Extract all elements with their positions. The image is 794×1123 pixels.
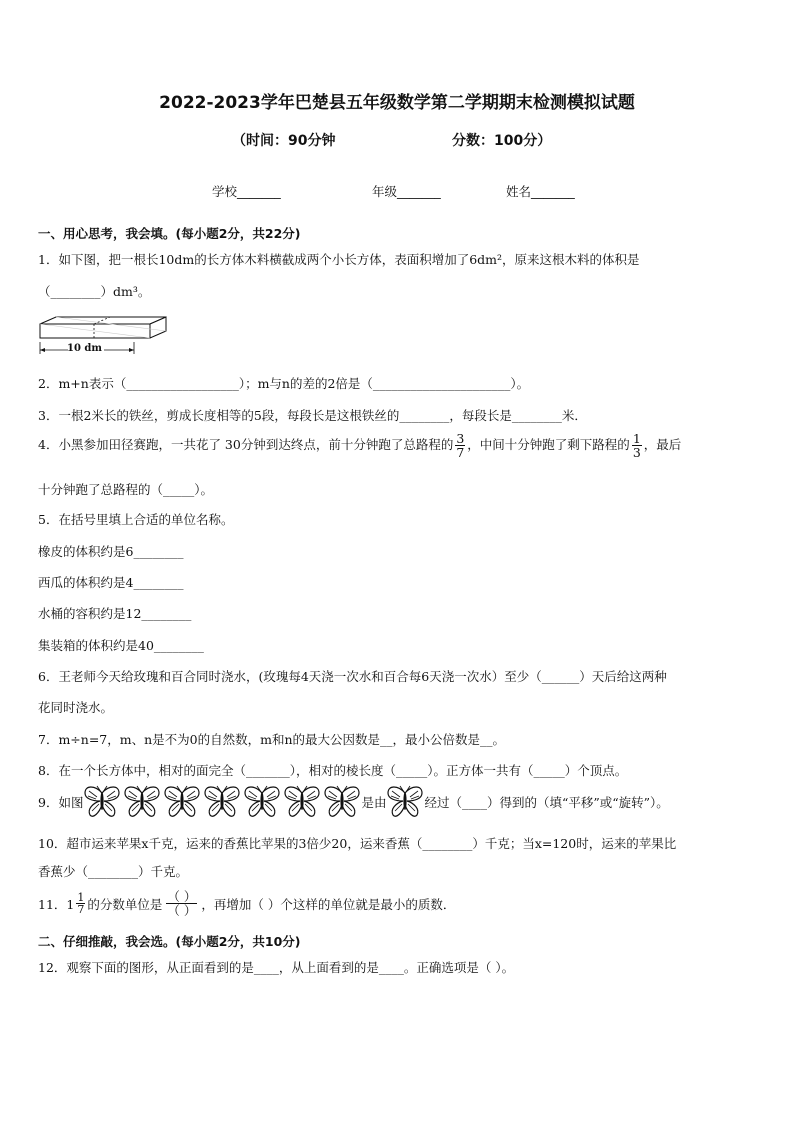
question-10-line-2: 香蕉少（________）千克。 (38, 864, 189, 879)
question-12: 12．观察下面的图形，从正面看到的是____，从上面看到的是____。正确选项是（ ）。 (38, 960, 515, 975)
butterfly-icon (243, 785, 281, 819)
name-field: 姓名_______ (506, 184, 575, 199)
fraction-1-3: $\frac{1}{3}$ (632, 431, 641, 461)
question-5-item: 集装箱的体积约是40________ (38, 638, 204, 653)
butterfly-icon (163, 785, 201, 819)
fraction-3-7: $\frac{3}{7}$ (456, 431, 465, 461)
question-2: 2．m+n表示（__________________）；m与n的差的2倍是（______________________）。 (38, 376, 530, 391)
school-field: 学校_______ (212, 184, 281, 199)
butterfly-icon (123, 785, 161, 819)
butterfly-reference (386, 785, 424, 819)
question-5-item: 水桶的容积约是12________ (38, 606, 192, 621)
figure-length-label: 10 dm (67, 343, 102, 354)
question-9: 9．如图 是由 经过（____）得到的（填“平移”或“旋转”）。 (38, 784, 669, 820)
butterfly-icon (323, 785, 361, 819)
grade-field: 年级_______ (372, 184, 441, 199)
butterfly-icon (386, 785, 424, 819)
exam-time: （时间：90分钟 (232, 133, 336, 149)
question-8: 8．在一个长方体中，相对的面完全（_______），相对的棱长度（_____）。正方体一共有（_____）个顶点。 (38, 763, 628, 778)
question-5-heading: 5．在括号里填上合适的单位名称。 (38, 512, 234, 527)
question-7: 7．m÷n=7，m、n是不为0的自然数，m和n的最大公因数是__，最小公倍数是__。 (38, 732, 506, 747)
fraction-1-7: $\frac{1}{7}$ (77, 890, 85, 917)
question-4-line-1: 4．小黑参加田径赛跑，一共花了 30分钟到达终点，前十分钟跑了总路程的 $\frac{3}{7}$ ，中间十分钟跑了剩下路程的 $\frac{1}{3}$ ，最后 (38, 431, 682, 461)
question-1-line-2: （________）dm³。 (38, 284, 151, 299)
butterfly-icon (83, 785, 121, 819)
section-2-heading: 二、仔细推敲，我会选。(每小题2分，共10分) (38, 934, 301, 949)
fraction-unit-blank: $\frac{( )}{( )}$ (167, 889, 197, 919)
butterfly-sequence (83, 785, 361, 819)
question-10-line-1: 10．超市运来苹果x千克，运来的香蕉比苹果的3倍少20，运来香蕉（________）千克；当x=120时，运来的苹果比 (38, 836, 677, 851)
question-5-item: 西瓜的体积约是4________ (38, 575, 184, 590)
question-4-line-2: 十分钟跑了总路程的（_____）。 (38, 482, 214, 497)
question-5-item: 橡皮的体积约是6________ (38, 544, 184, 559)
question-6-line-2: 花同时浇水。 (38, 700, 114, 715)
section-1-heading: 一、用心思考，我会填。(每小题2分，共22分) (38, 226, 301, 241)
butterfly-icon (203, 785, 241, 819)
exam-score: 分数：100分） (452, 133, 552, 149)
page-title: 2022-2023学年巴楚县五年级数学第二学期期末检测模拟试题 (159, 93, 635, 113)
question-1-line-1: 1．如下图，把一根长10dm的长方体木料横截成两个小长方体，表面积增加了6dm²，原来这根木料的体积是 (38, 252, 640, 267)
question-6-line-1: 6．王老师今天给玫瑰和百合同时浇水，(玫瑰每4天浇一次水和百合每6天浇一次水）至少（______）天后给这两种 (38, 669, 667, 684)
question-3: 3．一根2米长的铁丝，剪成长度相等的5段，每段长是这根铁丝的________，每段长是________米． (38, 408, 587, 423)
question-11: 11．1 $\frac{1}{7}$ 的分数单位是 $\frac{( )}{( )}$ ，再增加（ ）个这样的单位就是最小的质数． (38, 889, 456, 919)
butterfly-icon (283, 785, 321, 819)
wooden-bar-figure (36, 314, 170, 360)
